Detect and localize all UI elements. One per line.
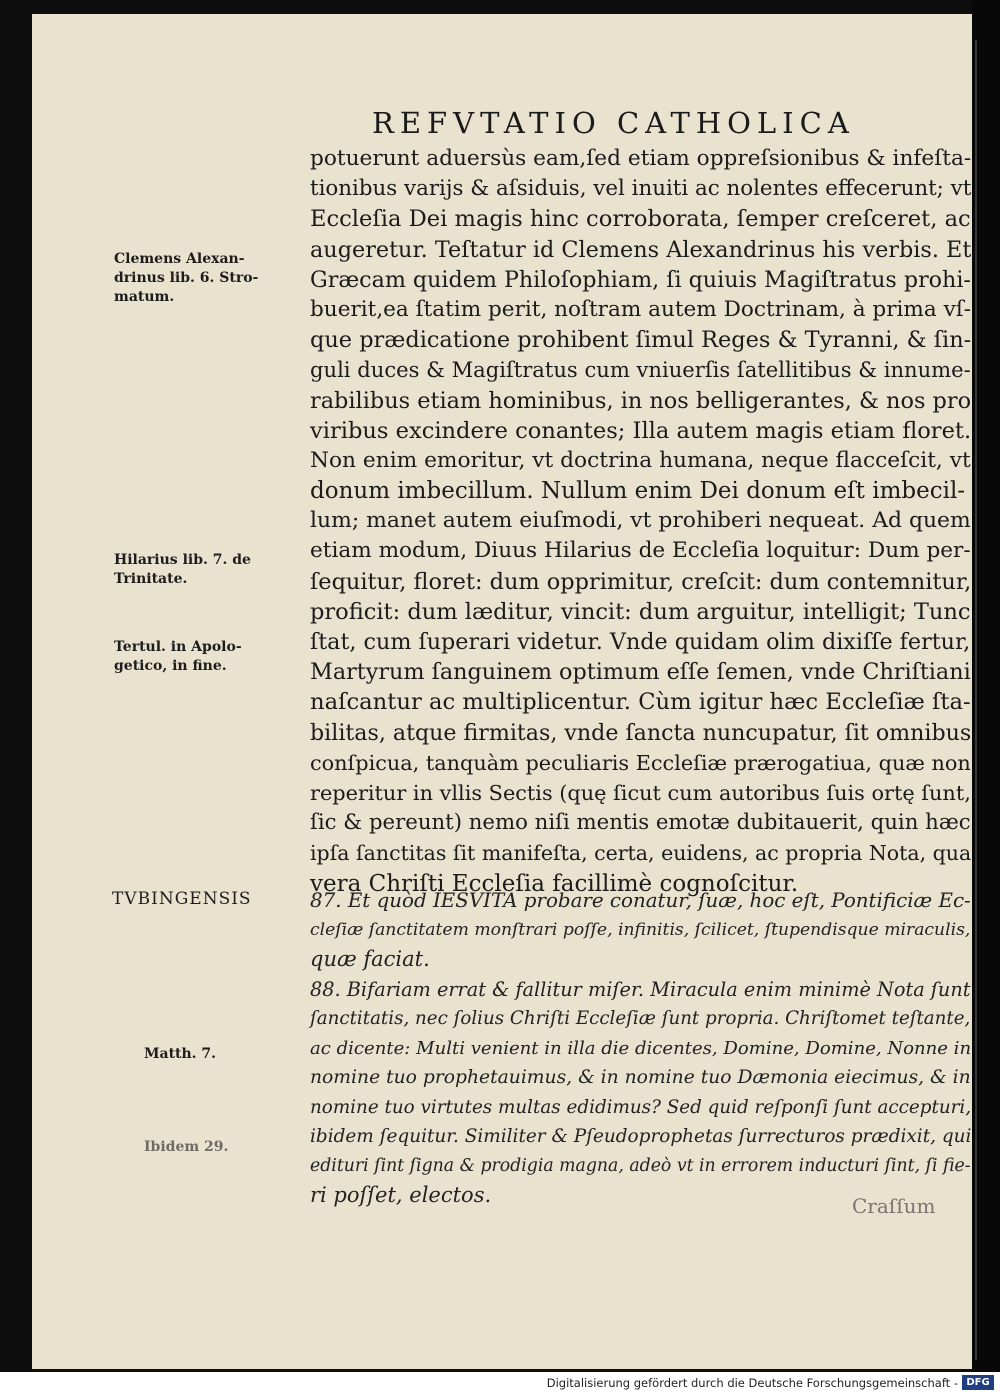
- margin-note-hilarius: Hilarius lib. 7. de Trinitate.: [114, 552, 251, 587]
- edge-rule: [975, 40, 977, 1360]
- page-edge: [972, 0, 1000, 1372]
- italic-text: 87. Et quòd IESVITA probare conatur, ſuæ, hoc eſt, Pontificiæ Ec- cleſiæ ſanctitatem monſtrari poſſe, infinitis, ſcilicet, ſtupendisque miraculis, quæ faciat. 88. Bifariam errat & fallitur miſer. Miracula enim minimè Nota ſunt ſanctitatis, nec ſolius Chriſti Eccleſiæ ſunt propria. Chriſtomet teſtante, ac dicente: Multi venient in illa die dicentes, Domine, Domine, Nonne in nomine tuo prophetauimus, & in nomine tuo Dæmonia eiecimus, & in nomine tuo virtutes multas edidimus? Sed quid reſponſi ſunt accepturi, ibidem ſequitur. Similiter & Pſeudoprophetas ſurrecturos prædixit, qui edituri ſint ſigna & prodigia magna, adeò vt in errorem inducturi ſint, ſi fie- ri poſſet, electos.: [310, 889, 972, 1207]
- footer-bar: [0, 1372, 1000, 1395]
- book-page: [32, 14, 972, 1369]
- dfg-logo-icon[interactable]: DFG: [962, 1375, 994, 1390]
- margin-note-clemens: Clemens Alexan- drinus lib. 6. Stro- matum.: [114, 251, 259, 305]
- main-text: potuerunt aduersùs eam,ſed etiam oppreſsionibus & infeſta- tionibus varijs & aſsiduis, vel inuiti ac nolentes effecerunt; vt Eccleſia Dei magis hinc corroborata, ſemper creſceret, ac augeretur. Teſtatur id Clemens Alexandrinus his verbis. Et Græcam quidem Philoſophiam, ſi quiuis Magiſtratus prohi- buerit,ea ſtatim perit, noſtram autem Doctrinam, à prima vſ- que prædicatione prohibent ſimul Reges & Tyranni, & ſin- guli duces & Magiſtratus cum vniuerſis ſatellitibus & innume- rabilibus etiam hominibus, in nos belligerantes, & nos pro viribus excindere conantes; Illa autem magis etiam floret. Non enim emoritur, vt doctrina humana, neque flacceſcit, vt donum imbecillum. Nullum enim Dei donum eſt imbecil- lum; manet autem eiuſmodi, vt prohiberi nequeat. Ad quem etiam modum, Diuus Hilarius de Eccleſia loquitur: Dum per- ſequitur, floret: dum opprimitur, creſcit: dum contemnitur, proficit: dum læditur, vincit: dum arguitur, intelligit; Tunc ſtat, cum ſuperari videtur. Vnde quidam olim dixiſſe fertur, Martyrum ſanguinem optimum eſſe ſemen, vnde Chriſtiani naſcantur ac multiplicentur. Cùm igitur hæc Eccleſiæ ſta- bilitas, atque firmitas, vnde ſancta nuncupatur, ſit omnibus conſpicua, tanquàm peculiaris Eccleſiæ prærogatiua, quæ non reperitur in vllis Sectis (quę ſicut cum autoribus ſuis ortę ſunt, ſic & pereunt) nemo niſi mentis emotæ dubitauerit, quin hæc ipſa ſanctitas ſit manifeſta, certa, euidens, ac propria Nota, qua vera Chriſti Eccleſia facillimè cognoſcitur.: [310, 146, 972, 897]
- margin-note-matthew: Matth. 7.: [144, 1046, 217, 1062]
- margin-note-tubingensis: TVBINGENSIS: [112, 889, 252, 909]
- catchword: Craſſum: [852, 1194, 936, 1218]
- running-header: REFVTATIO CATHOLICA: [372, 106, 855, 140]
- margin-note-ibidem: Ibidem 29.: [144, 1139, 229, 1155]
- margin-note-tertullian: Tertul. in Apolo- getico, in fine.: [114, 639, 242, 674]
- footer-credit: Digitalisierung gefördert durch die Deutsche Forschungsgemeinschaft -: [546, 1376, 958, 1390]
